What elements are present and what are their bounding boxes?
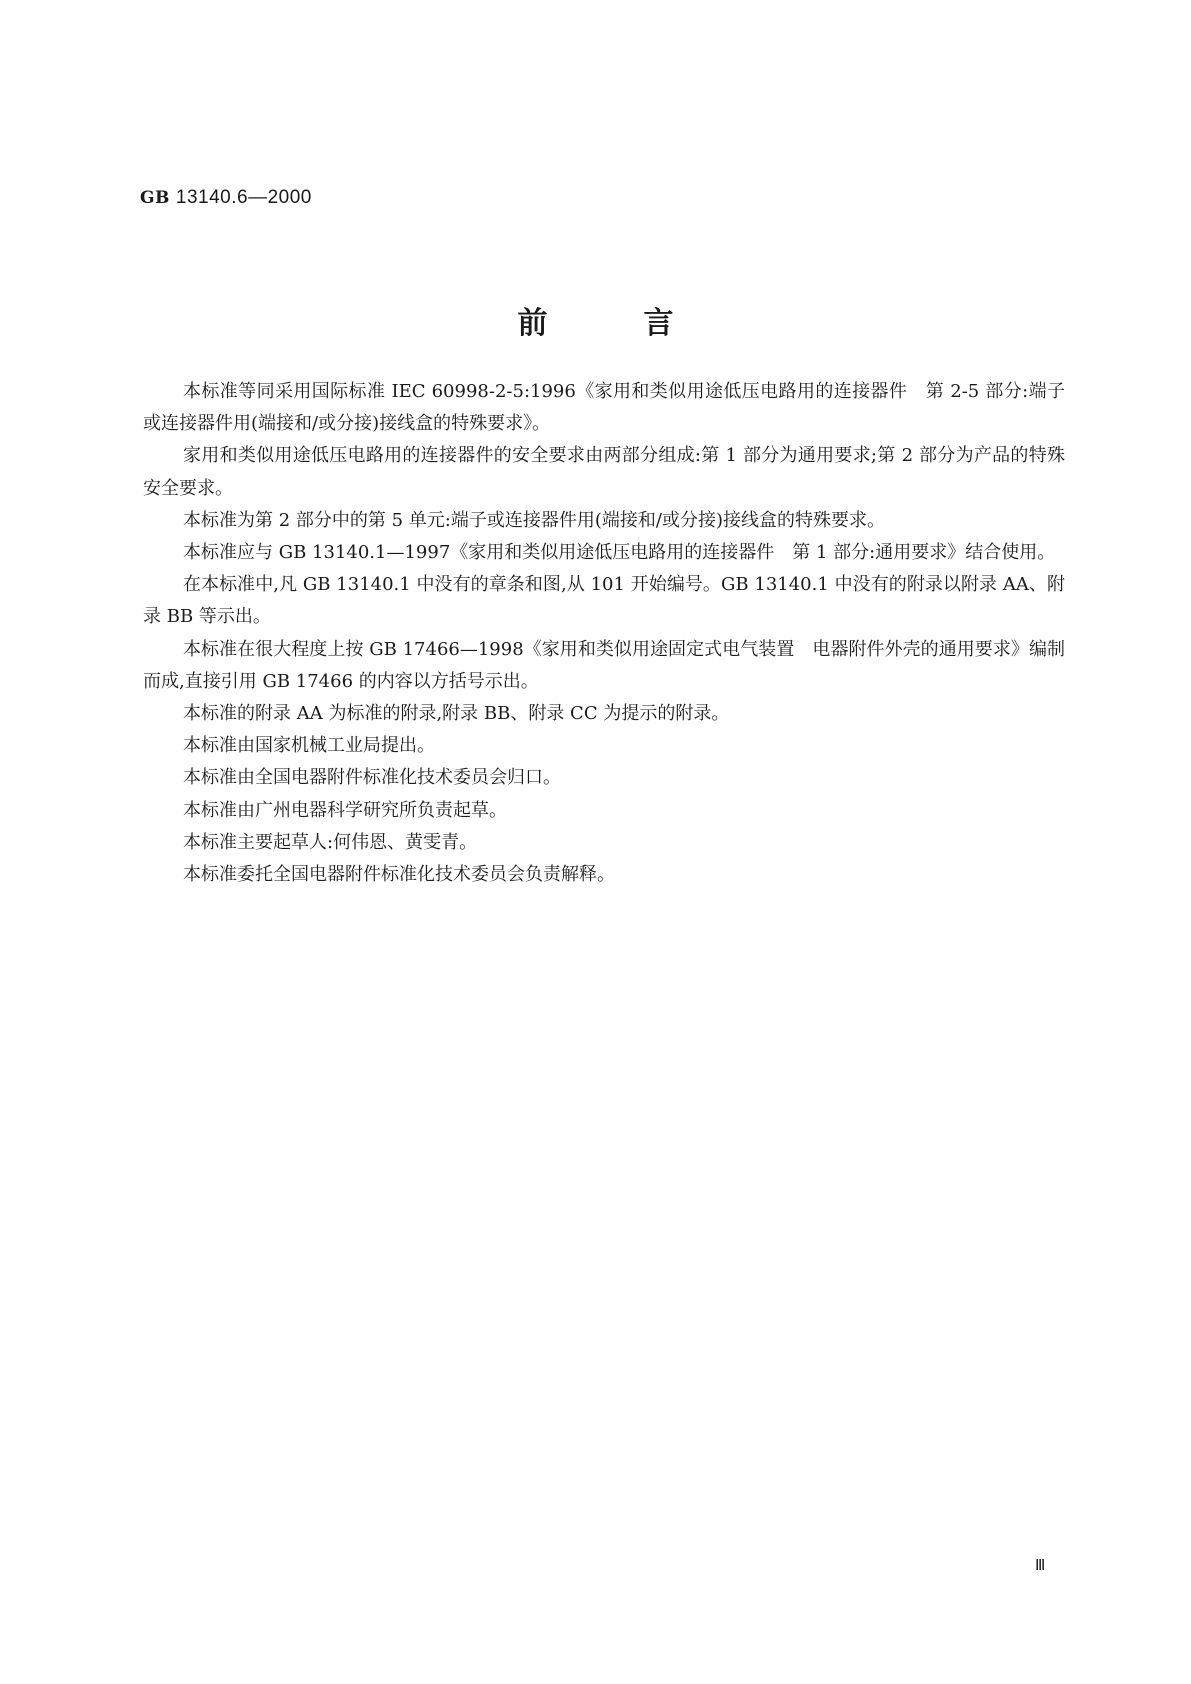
paragraph-8: 本标准由国家机械工业局提出。 bbox=[183, 735, 435, 757]
paragraph-7: 本标准的附录 AA 为标准的附录,附录 BB、附录 CC 为提示的附录。 bbox=[183, 703, 730, 725]
page-number: Ⅲ bbox=[1035, 1558, 1046, 1574]
paragraph-4: 本标准应与 GB 13140.1—1997《家用和类似用途低压电路用的连接器件 第 1 部分:通用要求》结合使用。 bbox=[183, 542, 1056, 564]
paragraph-2: 家用和类似用途低压电路用的连接器件的安全要求由两部分组成:第 1 部分为通用要求;第 2 部分为产品的特殊安全要求。 bbox=[143, 445, 1065, 499]
paragraph-5: 在本标准中,凡 GB 13140.1 中没有的章条和图,从 101 开始编号。GB 13140.1 中没有的附录以附录 AA、附录 BB 等示出。 bbox=[143, 574, 1065, 628]
standard-number: 13140.6—2000 bbox=[175, 187, 312, 208]
paragraph-12: 本标准委托全国电器附件标准化技术委员会负责解释。 bbox=[183, 864, 615, 886]
paragraph-10: 本标准由广州电器科学研究所负责起草。 bbox=[183, 799, 507, 821]
standard-prefix: GB bbox=[140, 188, 170, 208]
paragraph-9: 本标准由全国电器附件标准化技术委员会归口。 bbox=[183, 767, 561, 789]
paragraph-11: 本标准主要起草人:何伟恩、黄雯青。 bbox=[183, 831, 478, 853]
foreword-body bbox=[143, 376, 1065, 891]
page-title: 前言 bbox=[517, 306, 770, 341]
paragraph-3: 本标准为第 2 部分中的第 5 单元:端子或连接器件用(端接和/或分接)接线盒的特殊要求。 bbox=[183, 509, 885, 531]
standard-number-header bbox=[140, 186, 312, 209]
paragraph-1: 本标准等同采用国际标准 IEC 60998-2-5:1996《家用和类似用途低压电路用的连接器件 第 2-5 部分:端子或连接器件用(端接和/或分接)接线盒的特殊要求》。 bbox=[143, 381, 1065, 435]
paragraph-6: 本标准在很大程度上按 GB 17466—1998《家用和类似用途固定式电气装置 电器附件外壳的通用要求》编制而成,直接引用 GB 17466 的内容以方括号示出。 bbox=[143, 638, 1065, 692]
